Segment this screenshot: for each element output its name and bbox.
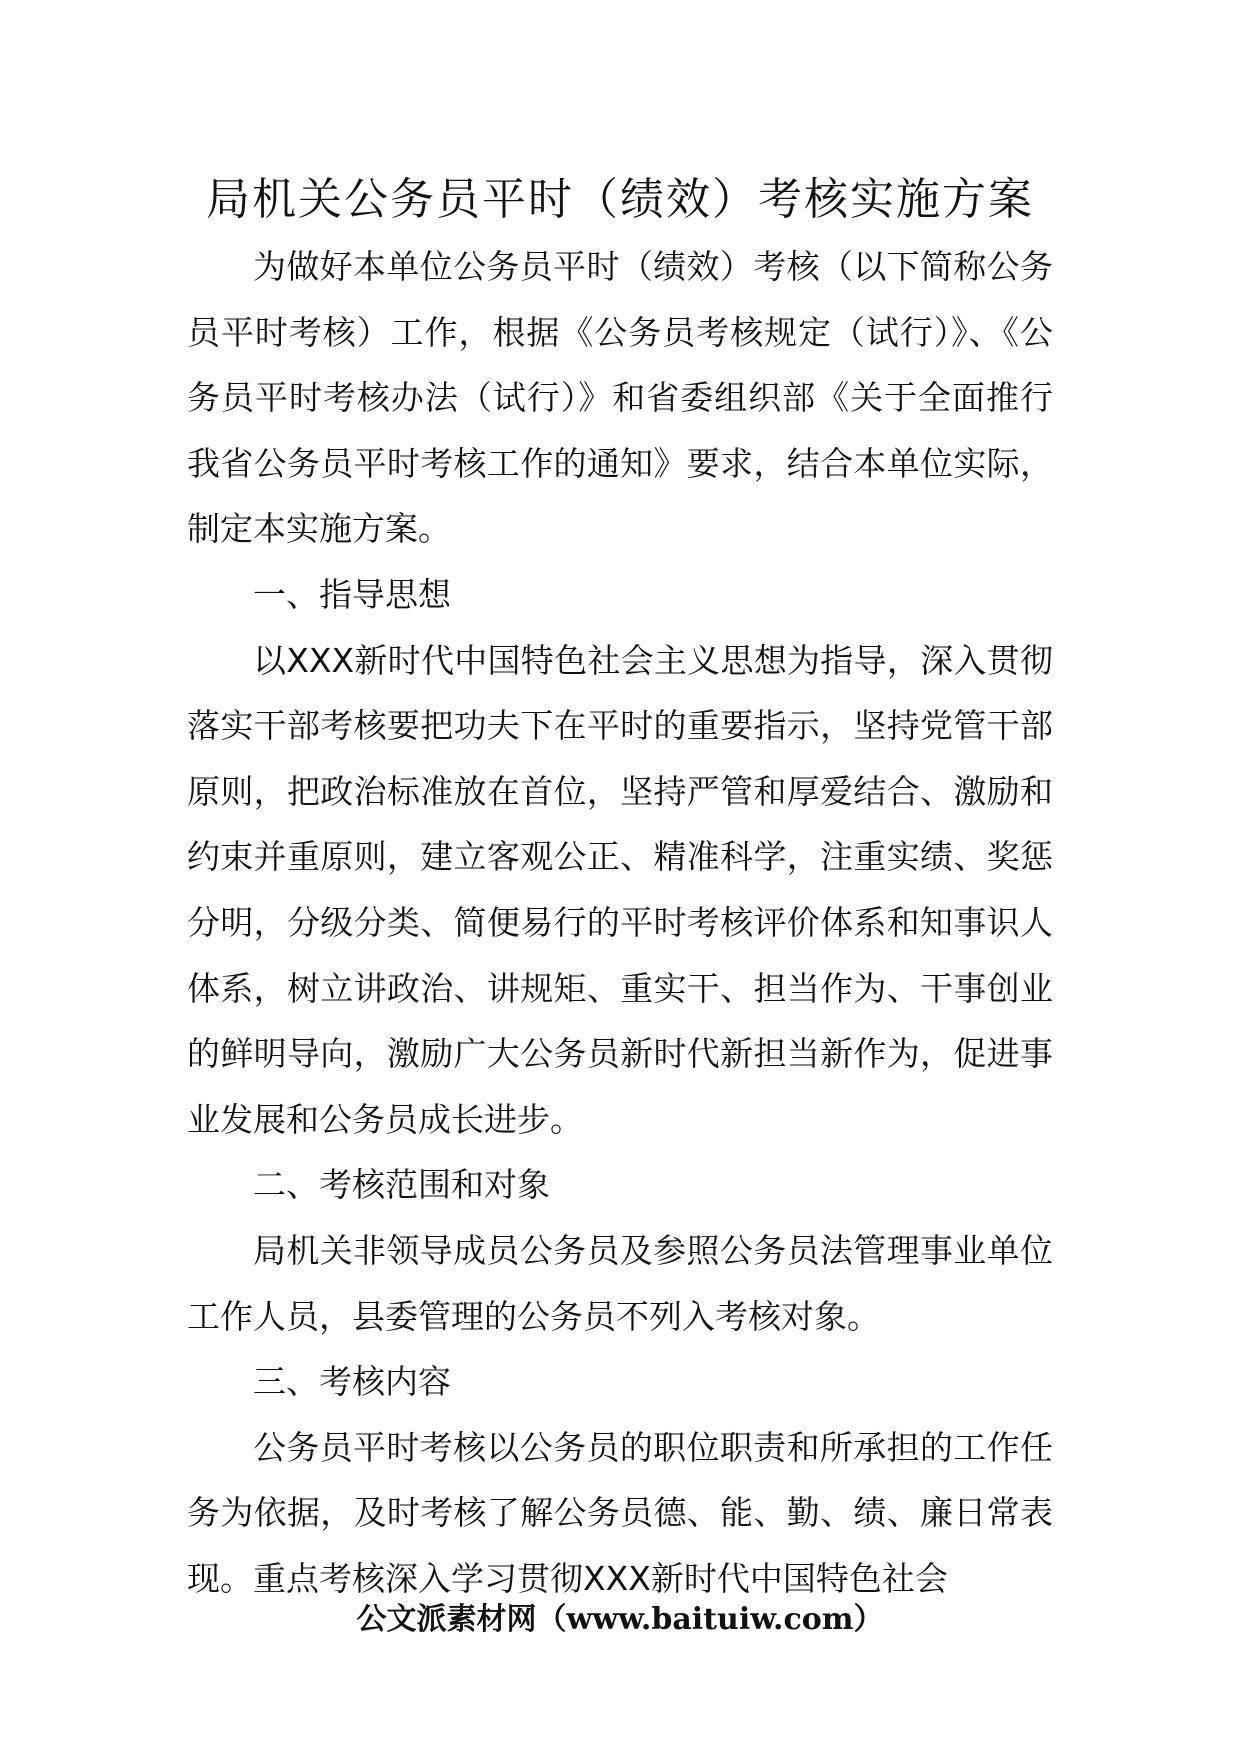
section-heading-1: 一、指导思想 (253, 574, 451, 614)
section-heading-3: 三、考核内容 (253, 1362, 451, 1402)
section-paragraph-2: 局机关非领导成员公务员及参照公务员法管理事业单位工作人员，县委管理的公务员不列入考核对象。 (187, 1230, 1053, 1336)
section-paragraph-3: 公务员平时考核以公务员的职位职责和所承担的工作任务为依据，及时考核了解公务员德、能、勤、绩、廉日常表现。重点考核深入学习贯彻XXX新时代中国特色社会 (187, 1427, 1053, 1598)
footer-watermark: 公文派素材网（www.baituiw.com） (356, 1602, 884, 1637)
document-body (187, 234, 1053, 1611)
intro-paragraph: 为做好本单位公务员平时（绩效）考核（以下简称公务员平时考核）工作，根据《公务员考核规定（试行）》、《公务员平时考核办法（试行）》和省委组织部《关于全面推行我省公务员平时考核工作的通知》要求，结合本单位实际，制定本实施方案。 (187, 247, 1053, 549)
document-title: 局机关公务员平时（绩效）考核实施方案 (206, 174, 1034, 225)
section-paragraph-1: 以XXX新时代中国特色社会主义思想为指导，深入贯彻落实干部考核要把功夫下在平时的重要指示，坚持党管干部原则，把政治标准放在首位，坚持严管和厚爱结合、激励和约束并重原则，建立客观公正、精准科学，注重实绩、奖惩分明，分级分类、简便易行的平时考核评价体系和知事识人体系，树立讲政治、讲规矩、重实干、担当作为、干事创业的鲜明导向，激励广大公务员新时代新担当新作为，促进事业发展和公务员成长进步。 (187, 640, 1053, 1139)
section-heading-2: 二、考核范围和对象 (253, 1165, 550, 1205)
